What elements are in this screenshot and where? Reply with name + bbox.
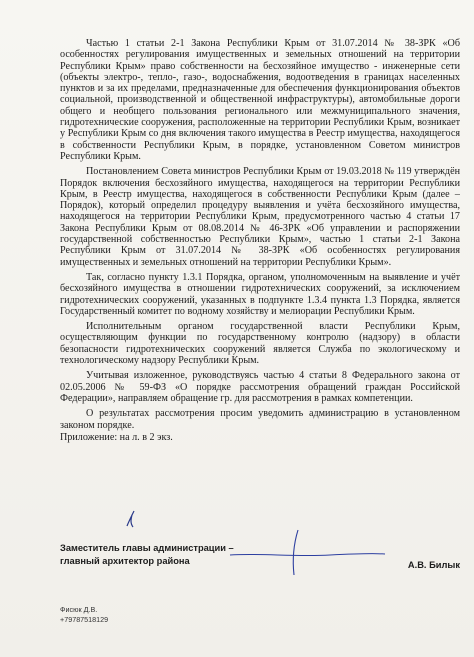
signatory-block	[60, 542, 460, 568]
signatory-title-2: главный архитектор района	[60, 556, 190, 566]
attachment-line: Приложение: на л. в 2 экз.	[60, 431, 173, 443]
paragraph-2: Постановлением Совета министров Республики Крым от 19.03.2018 № 119 утверждён Порядок включения бесхозяйного имущества, находящегося на территории Республики Крым, в Реестр имущества, находящегося в собственности Республики Крым (далее – Порядок), который определил процедуру выявления и учёта бесхозяйного имущества, находящегося на территории Республики Крым, предусмотренного частью 4 статьи 17 Закона Республики Крым от 08.08.2014 № 46-ЗРК «Об управлении и распоряжении государственной собственностью Республики Крым», частью 1 статьи 2-1 Закона Республики Крым от 31.07.2014 № 38-ЗРК «Об особенностях регулирования имущественных и земельных отношений на территории Республики Крым».	[60, 166, 460, 268]
handwritten-mark	[124, 509, 138, 529]
paragraph-5: Учитывая изложенное, руководствуясь частью 4 статьи 8 Федерального закона от 02.05.2006 № 59-ФЗ «О порядке рассмотрения обращений граждан Российской Федерации», направляем обращение гр. для рассмотрения в рамках компетенции.	[60, 370, 460, 404]
paragraph-1: Частью 1 статьи 2-1 Закона Республики Крым от 31.07.2014 № 38-ЗРК «Об особенностях регулирования имущественных и земельных отношений на территории Республики Крым» право собственности на бесхозяйное имущество - инженерные сети (объекты электро-, тепло-, газо-, водоснабжения, водоотведения в границах населенных пунктов и за их пределами, предназначенные для обеспечения функционирования объектов социальной, производственной и общественной инфраструктуры), автомобильные дороги общего и необщего пользования регионального или межмуниципального значения, гидротехнические сооружения, расположенные на территории Республики Крым, возникает у Республики Крым со дня включения такого имущества в Реестр имущества, находящегося в собственности Республики Крым, в порядке, установленном Советом министров Республики Крым.	[60, 38, 460, 162]
executor-block	[60, 605, 108, 625]
letter-body	[60, 38, 460, 444]
executor-phone: +79787518129	[60, 615, 109, 624]
paragraph-4: Исполнительным органом государственной власти Республики Крым, осуществляющим функции по государственному контролю (надзору) в области безопасности гидротехнических сооружений является Служба по экологическому и технологическому надзору Республики Крым.	[60, 321, 460, 367]
paragraph-6: О результатах рассмотрения просим уведомить администрацию в установленном законом порядке.	[60, 408, 460, 431]
signatory-name: А.В. Билык	[407, 560, 460, 570]
executor-name: Фисюк Д.В.	[60, 605, 98, 614]
paragraph-3: Так, согласно пункту 1.3.1 Порядка, органом, уполномоченным на выявление и учёт бесхозяйного имущества в отношении гидротехнических сооружений, за исключением гидротехнических сооружений, указанных в подпункте 1.3.4 пункта 1.3 Порядка, является Государственный комитет по водному хозяйству и мелиорации Республики Крым.	[60, 271, 460, 317]
signatory-title-1: Заместитель главы администрации –	[60, 543, 234, 553]
